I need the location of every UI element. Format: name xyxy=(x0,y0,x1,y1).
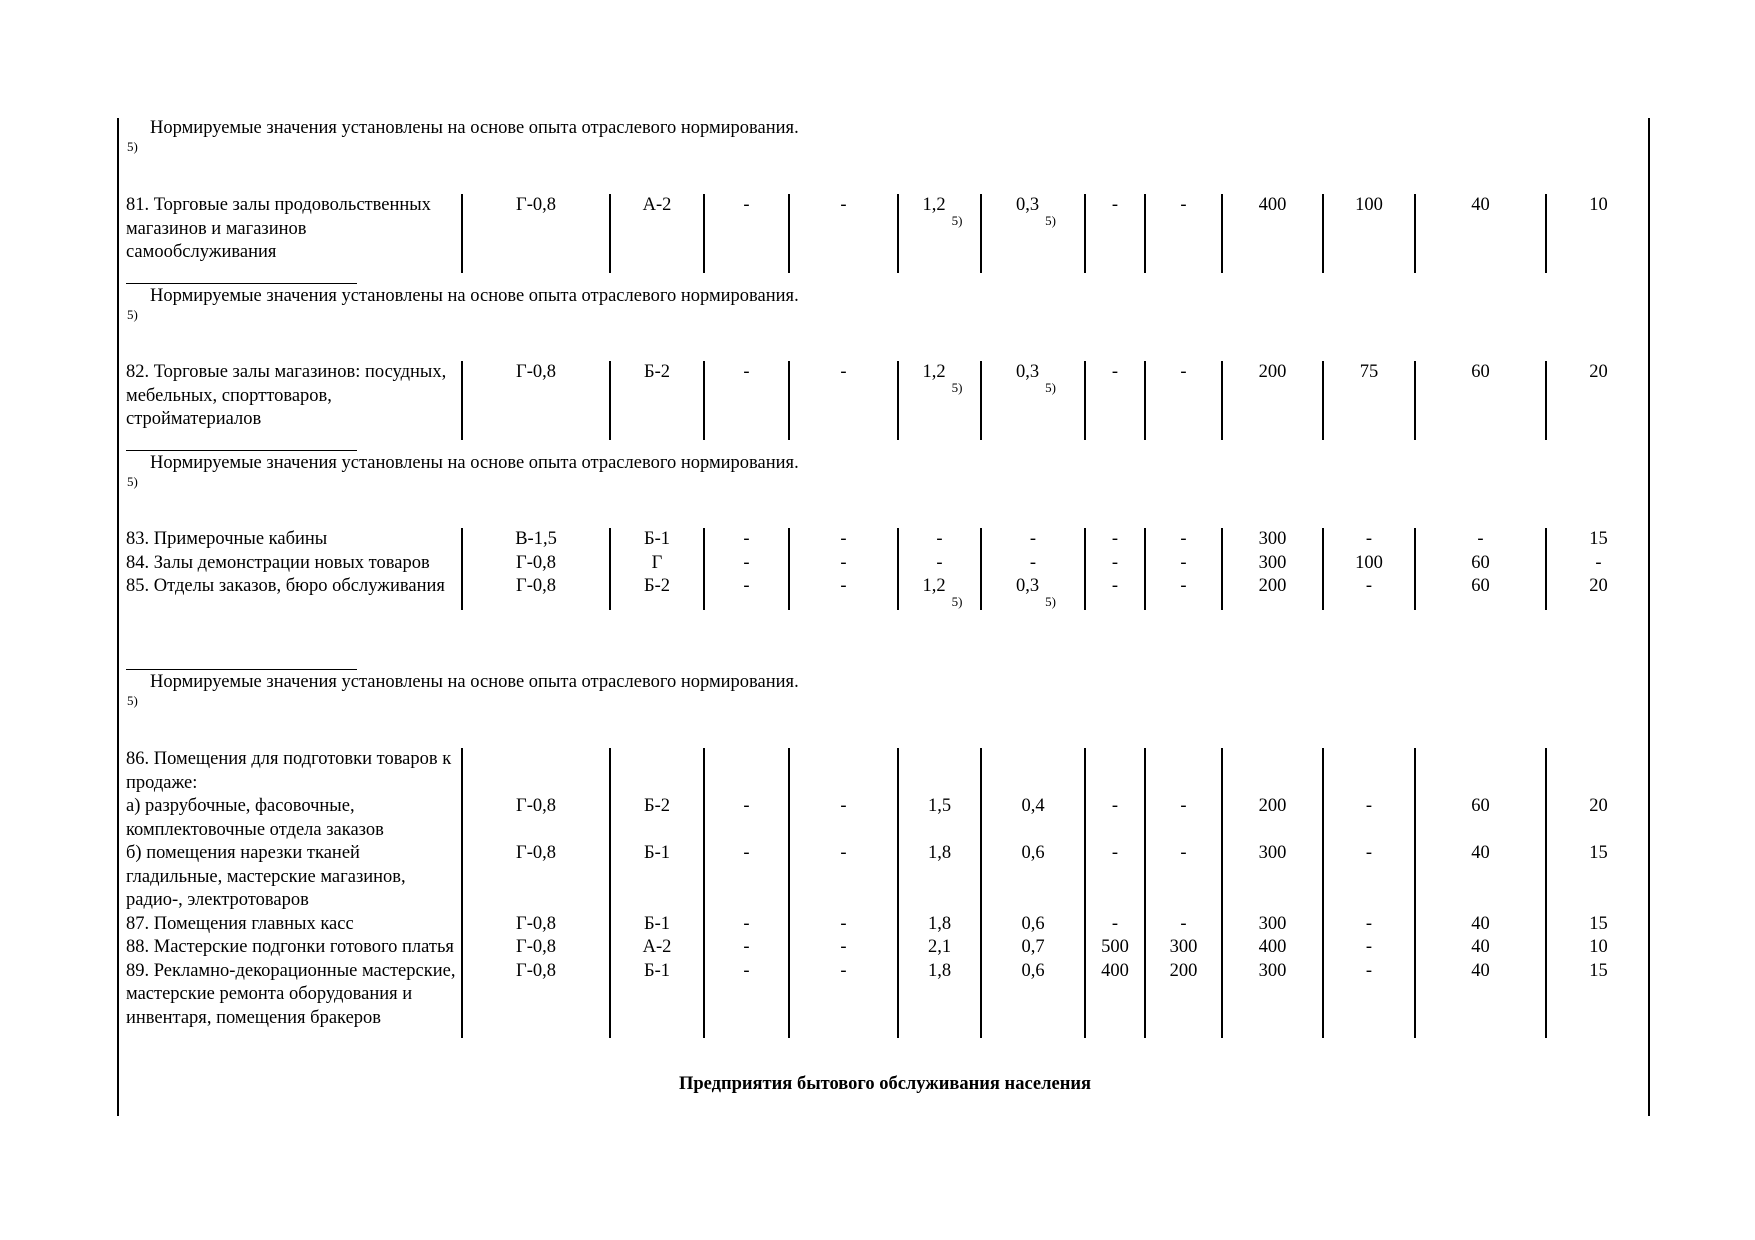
cell-value: - xyxy=(840,960,847,981)
cell-value: 400 xyxy=(1258,937,1287,957)
room-name-cell: 81. Торговые залы продовольственных магазинов и магазинов самообслуживания xyxy=(126,195,431,262)
value-cell-col-3 xyxy=(704,913,789,937)
value-cell-col-11 xyxy=(1415,936,1546,960)
value-cell-col-1 xyxy=(462,748,610,795)
table-row xyxy=(120,528,1650,552)
value-cell-col-4 xyxy=(789,552,898,576)
cell-value: - xyxy=(1365,843,1373,863)
value-cell-col-7 xyxy=(1085,575,1145,610)
table-row xyxy=(120,913,1650,937)
cell-value: Б-1 xyxy=(643,913,671,934)
value-cell-col-2 xyxy=(610,842,704,913)
value-cell-col-7 xyxy=(1085,528,1145,552)
cell-value: 1,8 xyxy=(927,913,952,934)
value-cell-col-7 xyxy=(1085,795,1145,842)
cell-value: 200 xyxy=(1258,796,1287,816)
value-cell-col-9 xyxy=(1222,361,1323,440)
footnote-mark: 5) xyxy=(127,139,138,154)
value-cell-col-6 xyxy=(981,194,1085,273)
value-cell-col-8 xyxy=(1145,936,1222,960)
value-cell-col-5 xyxy=(898,194,981,273)
cell-value: - xyxy=(1180,195,1187,215)
cell-value: 40 xyxy=(1471,913,1490,934)
cell-value: 1,2 xyxy=(922,362,946,382)
value-cell-col-5 xyxy=(898,552,981,576)
value-cell-col-7 xyxy=(1085,936,1145,960)
value-cell-col-10 xyxy=(1323,913,1415,937)
cell-value: - xyxy=(1365,796,1373,816)
footnote-text: Нормируемые значения установлены на основе опыта отраслевого нормирования. xyxy=(150,672,799,692)
table-row xyxy=(120,842,1650,913)
value-cell-col-6 xyxy=(981,795,1085,842)
cell-value: - xyxy=(840,937,847,957)
value-cell-col-10 xyxy=(1323,936,1415,960)
value-cell-col-11 xyxy=(1415,361,1546,440)
room-name-cell: 85. Отделы заказов, бюро обслуживания xyxy=(126,576,445,596)
table-row xyxy=(120,552,1650,576)
cell-value: А-2 xyxy=(642,195,672,215)
cell-value: 100 xyxy=(1355,195,1383,215)
cell-value: 20 xyxy=(1589,796,1608,816)
value-cell-col-5 xyxy=(898,361,981,440)
cell-value: - xyxy=(743,960,750,981)
value-cell-col-8 xyxy=(1145,575,1222,610)
value-cell-col-11 xyxy=(1415,960,1546,1039)
value-cell-col-7 xyxy=(1085,361,1145,440)
cell-value: - xyxy=(743,362,750,382)
cell-value: Б-1 xyxy=(643,843,671,863)
cell-value: 60 xyxy=(1471,576,1490,596)
value-cell-col-11 xyxy=(1415,552,1546,576)
cell-value: 2,1 xyxy=(927,937,952,957)
value-cell-col-5 xyxy=(898,913,981,937)
value-cell-col-2 xyxy=(610,913,704,937)
value-cell-col-8 xyxy=(1145,552,1222,576)
footnote-ref-mark: 5) xyxy=(1045,594,1056,609)
value-cell-col-2 xyxy=(610,748,704,795)
value-cell-col-10 xyxy=(1323,842,1415,913)
cell-value: - xyxy=(743,576,750,596)
cell-value: 40 xyxy=(1471,843,1490,863)
value-cell-col-6 xyxy=(981,528,1085,552)
cell-value: 300 xyxy=(1258,960,1287,981)
value-cell-col-12 xyxy=(1546,842,1650,913)
cell-value: 0,6 xyxy=(1021,960,1045,981)
cell-value: - xyxy=(1477,529,1484,549)
value-cell-col-12 xyxy=(1546,936,1650,960)
value-cell-col-4 xyxy=(789,575,898,610)
cell-value: 60 xyxy=(1471,552,1490,573)
footnote-rule xyxy=(126,283,357,284)
cell-value: - xyxy=(1180,529,1187,549)
cell-value: 300 xyxy=(1258,529,1287,549)
cell-value: Б-2 xyxy=(643,796,671,816)
cell-value: 15 xyxy=(1589,913,1608,934)
value-cell-col-12 xyxy=(1546,575,1650,610)
cell-value: Г-0,8 xyxy=(516,796,556,816)
cell-value: Б-2 xyxy=(643,576,671,596)
cell-value: 0,6 xyxy=(1021,843,1045,863)
cell-value: - xyxy=(743,529,750,549)
cell-value: - xyxy=(1180,362,1187,382)
cell-value: 60 xyxy=(1471,796,1490,816)
value-cell-col-10 xyxy=(1323,748,1415,795)
value-cell-col-7 xyxy=(1085,960,1145,1039)
cell-value: 300 xyxy=(1258,843,1287,863)
value-cell-col-6 xyxy=(981,748,1085,795)
cell-value: 15 xyxy=(1589,960,1608,981)
cell-value: 40 xyxy=(1471,960,1490,981)
value-cell-col-4 xyxy=(789,194,898,273)
value-cell-col-2 xyxy=(610,361,704,440)
cell-value: - xyxy=(743,937,750,957)
value-cell-col-1 xyxy=(462,842,610,913)
value-cell-col-9 xyxy=(1222,552,1323,576)
value-cell-col-1 xyxy=(462,528,610,552)
value-cell-col-5 xyxy=(898,936,981,960)
value-cell-col-6 xyxy=(981,913,1085,937)
table-row xyxy=(120,575,1650,610)
value-cell-col-8 xyxy=(1145,795,1222,842)
cell-value: - xyxy=(1111,552,1119,573)
value-cell-col-4 xyxy=(789,748,898,795)
cell-value: - xyxy=(1365,529,1373,549)
cell-value: 0,3 xyxy=(1016,195,1040,215)
cell-value: - xyxy=(743,843,750,863)
value-cell-col-3 xyxy=(704,575,789,610)
footnote-rule xyxy=(126,450,357,451)
value-cell-col-7 xyxy=(1085,194,1145,273)
cell-value: 200 xyxy=(1258,362,1287,382)
value-cell-col-10 xyxy=(1323,960,1415,1039)
value-cell-col-6 xyxy=(981,842,1085,913)
cell-value: Г-0,8 xyxy=(516,576,556,596)
value-cell-col-8 xyxy=(1145,194,1222,273)
footnote-ref-mark: 5) xyxy=(1045,213,1056,228)
room-name-cell: 89. Рекламно-декорационные мастерские, мастерские ремонта оборудования и инвентаря, помещения бракеров xyxy=(126,960,456,1028)
value-cell-col-2 xyxy=(610,552,704,576)
value-cell-col-2 xyxy=(610,194,704,273)
value-cell-col-10 xyxy=(1323,528,1415,552)
value-cell-col-1 xyxy=(462,552,610,576)
cell-value: - xyxy=(1029,552,1037,573)
value-cell-col-8 xyxy=(1145,842,1222,913)
cell-value: А-2 xyxy=(642,937,672,957)
cell-value: 500 xyxy=(1101,937,1129,957)
value-cell-col-4 xyxy=(789,913,898,937)
value-cell-col-5 xyxy=(898,748,981,795)
table-row xyxy=(120,194,1650,273)
value-cell-col-12 xyxy=(1546,913,1650,937)
value-cell-col-6 xyxy=(981,552,1085,576)
footnote-text: Нормируемые значения установлены на основе опыта отраслевого нормирования. xyxy=(150,286,799,306)
cell-value: - xyxy=(1111,576,1119,596)
value-cell-col-4 xyxy=(789,842,898,913)
value-cell-col-9 xyxy=(1222,575,1323,610)
cell-value: 60 xyxy=(1471,362,1490,382)
cell-value: - xyxy=(743,913,750,934)
cell-value: 20 xyxy=(1589,362,1608,382)
value-cell-col-11 xyxy=(1415,575,1546,610)
value-cell-col-2 xyxy=(610,575,704,610)
value-cell-col-5 xyxy=(898,575,981,610)
room-name-cell: а) разрубочные, фасовочные, комплектовочные отдела заказов xyxy=(126,796,384,840)
value-cell-col-9 xyxy=(1222,913,1323,937)
cell-value: Г-0,8 xyxy=(516,195,556,215)
value-cell-col-5 xyxy=(898,960,981,1039)
cell-value: - xyxy=(840,529,847,549)
value-cell-col-3 xyxy=(704,960,789,1039)
value-cell-col-4 xyxy=(789,936,898,960)
cell-value: - xyxy=(1111,195,1119,215)
value-cell-col-2 xyxy=(610,528,704,552)
cell-value: - xyxy=(743,552,750,573)
cell-value: 0,6 xyxy=(1021,913,1045,934)
cell-value: 300 xyxy=(1258,913,1287,934)
cell-value: - xyxy=(1111,843,1119,863)
cell-value: - xyxy=(1111,913,1119,934)
cell-value: - xyxy=(840,843,847,863)
table-row xyxy=(120,936,1650,960)
cell-value: - xyxy=(840,913,847,934)
cell-value: - xyxy=(1180,843,1187,863)
value-cell-col-4 xyxy=(789,795,898,842)
value-cell-col-9 xyxy=(1222,194,1323,273)
value-cell-col-11 xyxy=(1415,913,1546,937)
lighting-table-row-82 xyxy=(120,361,1650,440)
cell-value: 100 xyxy=(1355,552,1383,573)
cell-value: 200 xyxy=(1258,576,1287,596)
cell-value: - xyxy=(1595,552,1602,573)
footnote-mark: 5) xyxy=(127,307,138,322)
value-cell-col-1 xyxy=(462,936,610,960)
room-name-cell: 82. Торговые залы магазинов: посудных, мебельных, спорттоваров, стройматериалов xyxy=(126,362,447,429)
value-cell-col-7 xyxy=(1085,748,1145,795)
value-cell-col-10 xyxy=(1323,795,1415,842)
lighting-table-rows-83-85 xyxy=(120,528,1650,610)
cell-value: Б-2 xyxy=(643,362,671,382)
value-cell-col-11 xyxy=(1415,748,1546,795)
footnote-text: Нормируемые значения установлены на основе опыта отраслевого нормирования. xyxy=(150,118,799,138)
cell-value: - xyxy=(1111,796,1119,816)
cell-value: 40 xyxy=(1471,195,1490,215)
footnote-mark: 5) xyxy=(127,474,138,489)
cell-value: 75 xyxy=(1359,362,1379,382)
value-cell-col-2 xyxy=(610,936,704,960)
value-cell-col-6 xyxy=(981,361,1085,440)
footnote-ref-mark: 5) xyxy=(1045,380,1056,395)
value-cell-col-12 xyxy=(1546,528,1650,552)
footnote-text: Нормируемые значения установлены на основе опыта отраслевого нормирования. xyxy=(150,453,799,473)
value-cell-col-11 xyxy=(1415,842,1546,913)
cell-value: - xyxy=(936,552,943,573)
cell-value: В-1,5 xyxy=(515,529,557,549)
cell-value: 0,7 xyxy=(1021,937,1045,957)
value-cell-col-3 xyxy=(704,936,789,960)
value-cell-col-1 xyxy=(462,795,610,842)
value-cell-col-1 xyxy=(462,913,610,937)
cell-value: - xyxy=(1180,576,1187,596)
value-cell-col-9 xyxy=(1222,960,1323,1039)
footnote-ref-mark: 5) xyxy=(951,213,963,228)
value-cell-col-12 xyxy=(1546,361,1650,440)
value-cell-col-7 xyxy=(1085,913,1145,937)
value-cell-col-4 xyxy=(789,528,898,552)
value-cell-col-9 xyxy=(1222,795,1323,842)
value-cell-col-7 xyxy=(1085,842,1145,913)
value-cell-col-3 xyxy=(704,552,789,576)
value-cell-col-9 xyxy=(1222,528,1323,552)
value-cell-col-1 xyxy=(462,960,610,1039)
cell-value: 1,2 xyxy=(922,195,946,215)
value-cell-col-5 xyxy=(898,528,981,552)
cell-value: 400 xyxy=(1101,960,1129,981)
value-cell-col-7 xyxy=(1085,552,1145,576)
value-cell-col-2 xyxy=(610,960,704,1039)
value-cell-col-12 xyxy=(1546,194,1650,273)
value-cell-col-5 xyxy=(898,842,981,913)
section-title: Предприятия бытового обслуживания населения xyxy=(678,1074,1092,1094)
cell-value: 300 xyxy=(1258,552,1287,573)
cell-value: - xyxy=(840,576,847,596)
lighting-table-rows-86-89 xyxy=(120,748,1650,1038)
cell-value: Г xyxy=(651,552,663,573)
cell-value: Б-1 xyxy=(643,960,671,981)
cell-value: - xyxy=(1111,529,1119,549)
cell-value: 1,8 xyxy=(927,960,952,981)
cell-value: 200 xyxy=(1169,960,1198,981)
cell-value: - xyxy=(1365,913,1373,934)
lighting-table-row-81 xyxy=(120,194,1650,273)
value-cell-col-4 xyxy=(789,361,898,440)
room-name-cell: б) помещения нарезки тканей гладильные, мастерские магазинов, радио-, электротоваров xyxy=(126,843,406,910)
cell-value: - xyxy=(743,796,750,816)
value-cell-col-1 xyxy=(462,575,610,610)
value-cell-col-2 xyxy=(610,795,704,842)
cell-value: 10 xyxy=(1589,937,1608,957)
cell-value: Г-0,8 xyxy=(516,552,556,573)
value-cell-col-6 xyxy=(981,575,1085,610)
value-cell-col-3 xyxy=(704,528,789,552)
value-cell-col-8 xyxy=(1145,361,1222,440)
cell-value: - xyxy=(1180,796,1187,816)
value-cell-col-3 xyxy=(704,842,789,913)
table-row xyxy=(120,748,1650,795)
cell-value: 40 xyxy=(1471,937,1490,957)
value-cell-col-8 xyxy=(1145,748,1222,795)
value-cell-col-12 xyxy=(1546,552,1650,576)
cell-value: 1,8 xyxy=(927,843,952,863)
table-row xyxy=(120,795,1650,842)
value-cell-col-6 xyxy=(981,936,1085,960)
cell-value: 20 xyxy=(1589,576,1608,596)
value-cell-col-8 xyxy=(1145,960,1222,1039)
cell-value: 0,3 xyxy=(1016,576,1040,596)
cell-value: Б-1 xyxy=(643,529,671,549)
value-cell-col-10 xyxy=(1323,194,1415,273)
value-cell-col-3 xyxy=(704,748,789,795)
cell-value: - xyxy=(743,195,750,215)
cell-value: 15 xyxy=(1589,843,1608,863)
cell-value: - xyxy=(1111,362,1119,382)
footnote-ref-mark: 5) xyxy=(951,594,963,609)
cell-value: 1,2 xyxy=(922,576,946,596)
value-cell-col-10 xyxy=(1323,575,1415,610)
value-cell-col-8 xyxy=(1145,913,1222,937)
cell-value: 1,5 xyxy=(927,796,952,816)
table-row xyxy=(120,361,1650,440)
value-cell-col-11 xyxy=(1415,528,1546,552)
cell-value: Г-0,8 xyxy=(516,937,556,957)
cell-value: - xyxy=(1365,576,1373,596)
cell-value: - xyxy=(936,529,943,549)
room-name-cell: 88. Мастерские подгонки готового платья xyxy=(126,937,454,957)
cell-value: - xyxy=(840,796,847,816)
value-cell-col-10 xyxy=(1323,552,1415,576)
value-cell-col-12 xyxy=(1546,795,1650,842)
cell-value: - xyxy=(840,195,847,215)
value-cell-col-8 xyxy=(1145,528,1222,552)
cell-value: 300 xyxy=(1169,937,1198,957)
room-name-cell: 86. Помещения для подготовки товаров к продаже: xyxy=(126,749,452,793)
table-row xyxy=(120,960,1650,1039)
value-cell-col-1 xyxy=(462,361,610,440)
value-cell-col-9 xyxy=(1222,748,1323,795)
value-cell-col-9 xyxy=(1222,936,1323,960)
value-cell-col-3 xyxy=(704,194,789,273)
cell-value: 0,3 xyxy=(1016,362,1040,382)
value-cell-col-11 xyxy=(1415,795,1546,842)
cell-value: Г-0,8 xyxy=(516,843,556,863)
value-cell-col-5 xyxy=(898,795,981,842)
cell-value: - xyxy=(1180,913,1187,934)
cell-value: Г-0,8 xyxy=(516,913,556,934)
value-cell-col-1 xyxy=(462,194,610,273)
room-name-cell: 83. Примерочные кабины xyxy=(126,529,328,549)
value-cell-col-3 xyxy=(704,361,789,440)
value-cell-col-10 xyxy=(1323,361,1415,440)
room-name-cell: 87. Помещения главных касс xyxy=(126,913,354,934)
footnote-mark: 5) xyxy=(127,693,138,708)
value-cell-col-12 xyxy=(1546,748,1650,795)
cell-value: - xyxy=(840,362,847,382)
cell-value: 0,4 xyxy=(1021,796,1045,816)
cell-value: - xyxy=(1180,552,1187,573)
page-frame-left xyxy=(117,118,119,1116)
cell-value: Г-0,8 xyxy=(516,960,556,981)
cell-value: Г-0,8 xyxy=(516,362,556,382)
value-cell-col-4 xyxy=(789,960,898,1039)
value-cell-col-9 xyxy=(1222,842,1323,913)
cell-value: 400 xyxy=(1258,195,1287,215)
value-cell-col-11 xyxy=(1415,194,1546,273)
footnote-rule xyxy=(126,669,357,670)
value-cell-col-12 xyxy=(1546,960,1650,1039)
value-cell-col-3 xyxy=(704,795,789,842)
cell-value: - xyxy=(1365,937,1373,957)
room-name-cell: 84. Залы демонстрации новых товаров xyxy=(126,552,430,573)
value-cell-col-6 xyxy=(981,960,1085,1039)
cell-value: - xyxy=(840,552,847,573)
cell-value: 10 xyxy=(1589,195,1608,215)
cell-value: - xyxy=(1029,529,1037,549)
cell-value: 15 xyxy=(1589,529,1608,549)
footnote-ref-mark: 5) xyxy=(951,380,963,395)
cell-value: - xyxy=(1365,960,1373,981)
